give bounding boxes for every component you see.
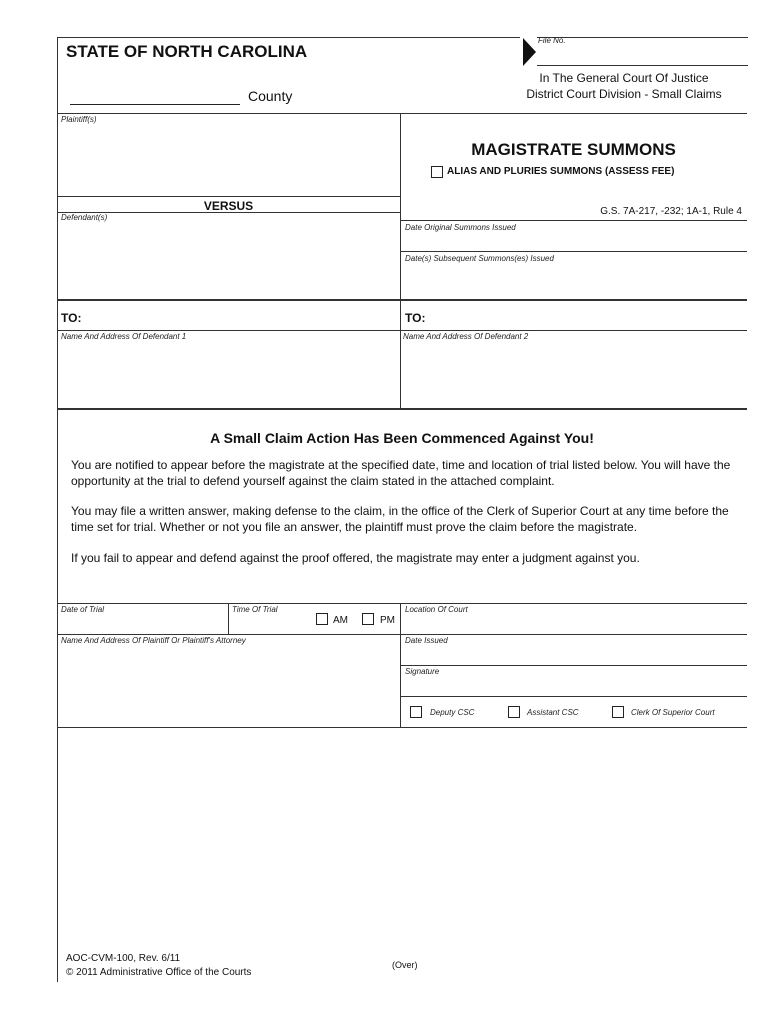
date-subsequent-input[interactable]	[405, 266, 744, 300]
to-label-2: TO:	[405, 311, 426, 325]
am-label: AM	[333, 615, 348, 626]
time-of-trial-label: Time Of Trial	[232, 605, 278, 614]
date-issued-line	[400, 665, 747, 666]
over-label: (Over)	[392, 960, 418, 970]
notice-paragraph-3: If you fail to appear and defend against the proof offered, the magistrate may enter a judgment against you.	[71, 551, 640, 565]
to-label-1: TO:	[61, 311, 82, 325]
clerk-superior-court-checkbox[interactable]	[612, 706, 624, 718]
notice-paragraph-1: You are notified to appear before the magistrate at the specified date, time and location of trial listed below. You will have the opportunity at the trial to defend yourself against the claim stated in the attached complaint.	[71, 458, 731, 488]
date-original-input[interactable]	[405, 234, 744, 250]
file-no-label: File No.	[538, 36, 566, 45]
summons-title: MAGISTRATE SUMMONS	[471, 140, 676, 159]
signature-label: Signature	[405, 667, 440, 676]
top-border-right	[537, 37, 748, 38]
left-border	[57, 37, 58, 982]
to-label-line	[57, 330, 747, 331]
pm-checkbox[interactable]	[362, 613, 374, 625]
am-checkbox[interactable]	[316, 613, 328, 625]
defendant1-input[interactable]	[61, 344, 399, 408]
notice-heading: A Small Claim Action Has Been Commenced Against You!	[210, 430, 594, 446]
alias-checkbox[interactable]	[431, 166, 443, 178]
plaintiff-address-label: Name And Address Of Plaintiff Or Plaintiff's Attorney	[61, 636, 246, 645]
signature-line	[400, 696, 747, 697]
defendant2-input[interactable]	[405, 344, 747, 408]
location-of-court-label: Location Of Court	[405, 605, 468, 614]
trial-row2-line	[57, 634, 747, 635]
plaintiffs-label: Plaintiff(s)	[61, 115, 97, 124]
copyright: © 2011 Administrative Office of the Courts	[66, 967, 252, 978]
date-issued-label: Date Issued	[405, 636, 448, 645]
file-no-underline	[537, 65, 748, 66]
date-original-label: Date Original Summons Issued	[405, 223, 516, 232]
date-original-line	[400, 251, 747, 252]
court-line-2: District Court Division - Small Claims	[526, 87, 722, 101]
location-of-court-input[interactable]	[405, 617, 744, 633]
date-of-trial-label: Date of Trial	[61, 605, 104, 614]
clerk-superior-court-label: Clerk Of Superior Court	[631, 708, 715, 717]
form-id: AOC-CVM-100, Rev. 6/11	[66, 953, 181, 964]
date-subsequent-label: Date(s) Subsequent Summons(es) Issued	[405, 254, 554, 263]
assistant-csc-label: Assistant CSC	[527, 708, 579, 717]
county-input[interactable]	[70, 88, 240, 105]
file-no-input[interactable]	[540, 47, 744, 65]
top-border-left	[57, 37, 520, 38]
versus-label: VERSUS	[203, 199, 254, 213]
deputy-csc-label: Deputy CSC	[430, 708, 475, 717]
state-title: STATE OF NORTH CAROLINA	[66, 42, 308, 61]
notice-paragraph-2: You may file a written answer, making defense to the claim, in the office of the Clerk of Superior Court at any time before the time set for trial. Whether or not you file an answer, the plaintiff must prove the claim before the magistrate.	[71, 504, 729, 534]
plaintiffs-input[interactable]	[61, 127, 399, 197]
defendants-label: Defendant(s)	[61, 213, 108, 222]
header-separator	[57, 113, 747, 114]
to-section-bottom	[57, 408, 747, 410]
plaintiff-address-input[interactable]	[61, 648, 399, 728]
date-issued-input[interactable]	[405, 648, 744, 664]
pm-label: PM	[380, 615, 395, 626]
alias-label: ALIAS AND PLURIES SUMMONS (ASSESS FEE)	[447, 166, 675, 177]
deputy-csc-checkbox[interactable]	[410, 706, 422, 718]
county-label: County	[248, 88, 293, 104]
assistant-csc-checkbox[interactable]	[508, 706, 520, 718]
signature-input[interactable]	[405, 679, 744, 695]
date-of-trial-input[interactable]	[61, 617, 227, 633]
defendant1-label: Name And Address Of Defendant 1	[61, 332, 187, 341]
trial-date-divider	[228, 603, 229, 634]
defendant2-label: Name And Address Of Defendant 2	[403, 332, 529, 341]
file-no-arrow-icon	[523, 38, 536, 66]
trial-top-line	[57, 603, 747, 604]
defendants-input[interactable]	[61, 225, 399, 299]
time-of-trial-input[interactable]	[232, 617, 314, 633]
statute-line	[400, 220, 747, 221]
statute-label: G.S. 7A-217, -232; 1A-1, Rule 4	[600, 206, 742, 217]
court-line-1: In The General Court Of Justice	[539, 71, 709, 85]
